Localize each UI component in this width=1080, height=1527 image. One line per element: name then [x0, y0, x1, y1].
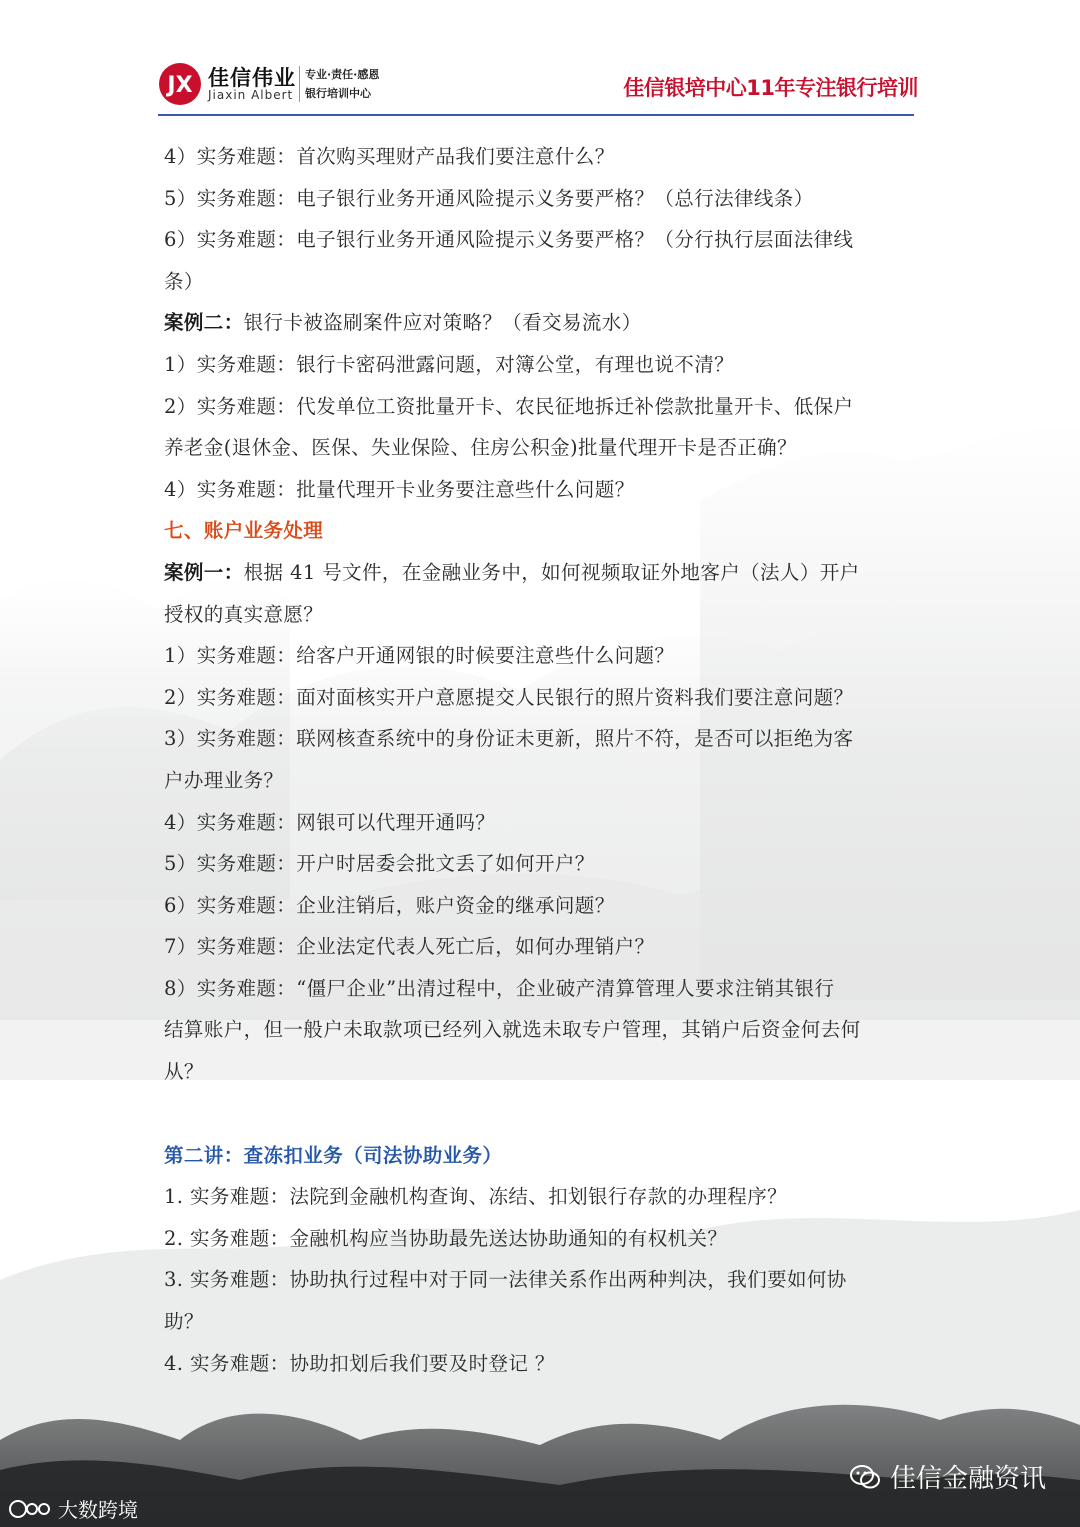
- text-line: 1）实务难题：给客户开通网银的时候要注意些什么问题？: [164, 644, 675, 668]
- svg-text:JX: JX: [167, 73, 193, 98]
- text-line: 授权的真实意愿？: [164, 602, 324, 626]
- section-7-title: 七、账户业务处理: [164, 519, 324, 543]
- case-heading-line: [164, 302, 920, 344]
- watermark-text: 佳信金融资讯: [889, 1464, 1046, 1494]
- brand-logo-icon: [8, 1497, 52, 1521]
- text-line: 1）实务难题：银行卡密码泄露问题，对簿公堂，有理也说不清？: [164, 352, 735, 376]
- logo-english-name: Jiaxin Albert: [208, 88, 294, 102]
- text-line: 6）实务难题：电子银行业务开通风险提示义务要严格？（分行执行层面法律线: [164, 228, 854, 252]
- case-label: 案例一：: [164, 560, 244, 584]
- text-line: 助？: [164, 1310, 204, 1334]
- text-line: 养老金(退休金、医保、失业保险、住房公积金)批量代理开卡是否正确？: [164, 436, 797, 460]
- text-line: 2）实务难题：面对面核实开户意愿提交人民银行的照片资料我们要注意问题？: [164, 685, 854, 709]
- slogan-line-2: 银行培训中心: [305, 87, 371, 100]
- footer-brand-text: 大数跨境: [58, 1498, 138, 1522]
- text-line: 5）实务难题：电子银行业务开通风险提示义务要严格？（总行法律线条）: [164, 186, 814, 210]
- text-line: 8）实务难题：“僵尸企业”出清过程中，企业破产清算管理人要求注销其银行: [164, 976, 835, 1000]
- text-line: 条）: [164, 269, 204, 293]
- case-text: 根据 41 号文件，在金融业务中，如何视频取证外地客户（法人）开户: [243, 560, 860, 584]
- case-heading-line: [164, 552, 920, 594]
- document-body: [164, 136, 920, 1384]
- text-line: 2）实务难题：代发单位工资批量开卡、农民征地拆迁补偿款批量开卡、低保户: [164, 394, 854, 418]
- case-label: 案例二：: [164, 311, 244, 335]
- text-line: 3）实务难题：联网核查系统中的身份证未更新，照片不符，是否可以拒绝为客: [164, 727, 854, 751]
- text-line: 3. 实务难题：协助执行过程中对于同一法律关系作出两种判决，我们要如何协: [164, 1268, 847, 1292]
- text-line: 结算账户，但一般户未取款项已经列入就选未取专户管理，其销户后资金何去何: [164, 1018, 861, 1042]
- footer-brand-mark: [8, 1494, 138, 1523]
- text-line: 6）实务难题：企业注销后，账户资金的继承问题？: [164, 893, 615, 917]
- header-tagline: 佳信银培中心11年专注银行培训: [623, 76, 918, 100]
- wechat-icon: [850, 1464, 880, 1490]
- logo-chinese-name: 佳信伟业: [208, 66, 296, 90]
- lecture-2-title: 第二讲：查冻扣业务（司法协助业务）: [164, 1143, 503, 1167]
- paragraph-gap: [164, 1093, 920, 1135]
- text-line: 4. 实务难题：协助扣划后我们要及时登记 ？: [164, 1351, 555, 1375]
- text-line: 1. 实务难题：法院到金融机构查询、冻结、扣划银行存款的办理程序？: [164, 1185, 788, 1209]
- page-header: [158, 56, 918, 118]
- text-line: 5）实务难题：开户时居委会批文丢了如何开户？: [164, 852, 595, 876]
- text-line: 4）实务难题：批量代理开卡业务要注意些什么问题？: [164, 477, 635, 501]
- wechat-watermark: [850, 1458, 1046, 1495]
- slogan-line-1: 专业·责任·感恩: [305, 68, 380, 81]
- text-line: 户办理业务？: [164, 768, 284, 792]
- header-rule: [158, 114, 914, 116]
- text-line: 4）实务难题：首次购买理财产品我们要注意什么？: [164, 145, 615, 168]
- text-line: 7）实务难题：企业法定代表人死亡后，如何办理销户？: [164, 935, 655, 959]
- text-line: 2. 实务难题：金融机构应当协助最先送达协助通知的有权机关？: [164, 1226, 728, 1250]
- logo-divider: [299, 66, 300, 102]
- text-line: 4）实务难题：网银可以代理开通吗？: [164, 810, 496, 834]
- text-line: 从？: [164, 1060, 204, 1084]
- case-text: 银行卡被盗刷案件应对策略？（看交易流水）: [243, 311, 642, 335]
- jx-logo-icon: [158, 62, 202, 106]
